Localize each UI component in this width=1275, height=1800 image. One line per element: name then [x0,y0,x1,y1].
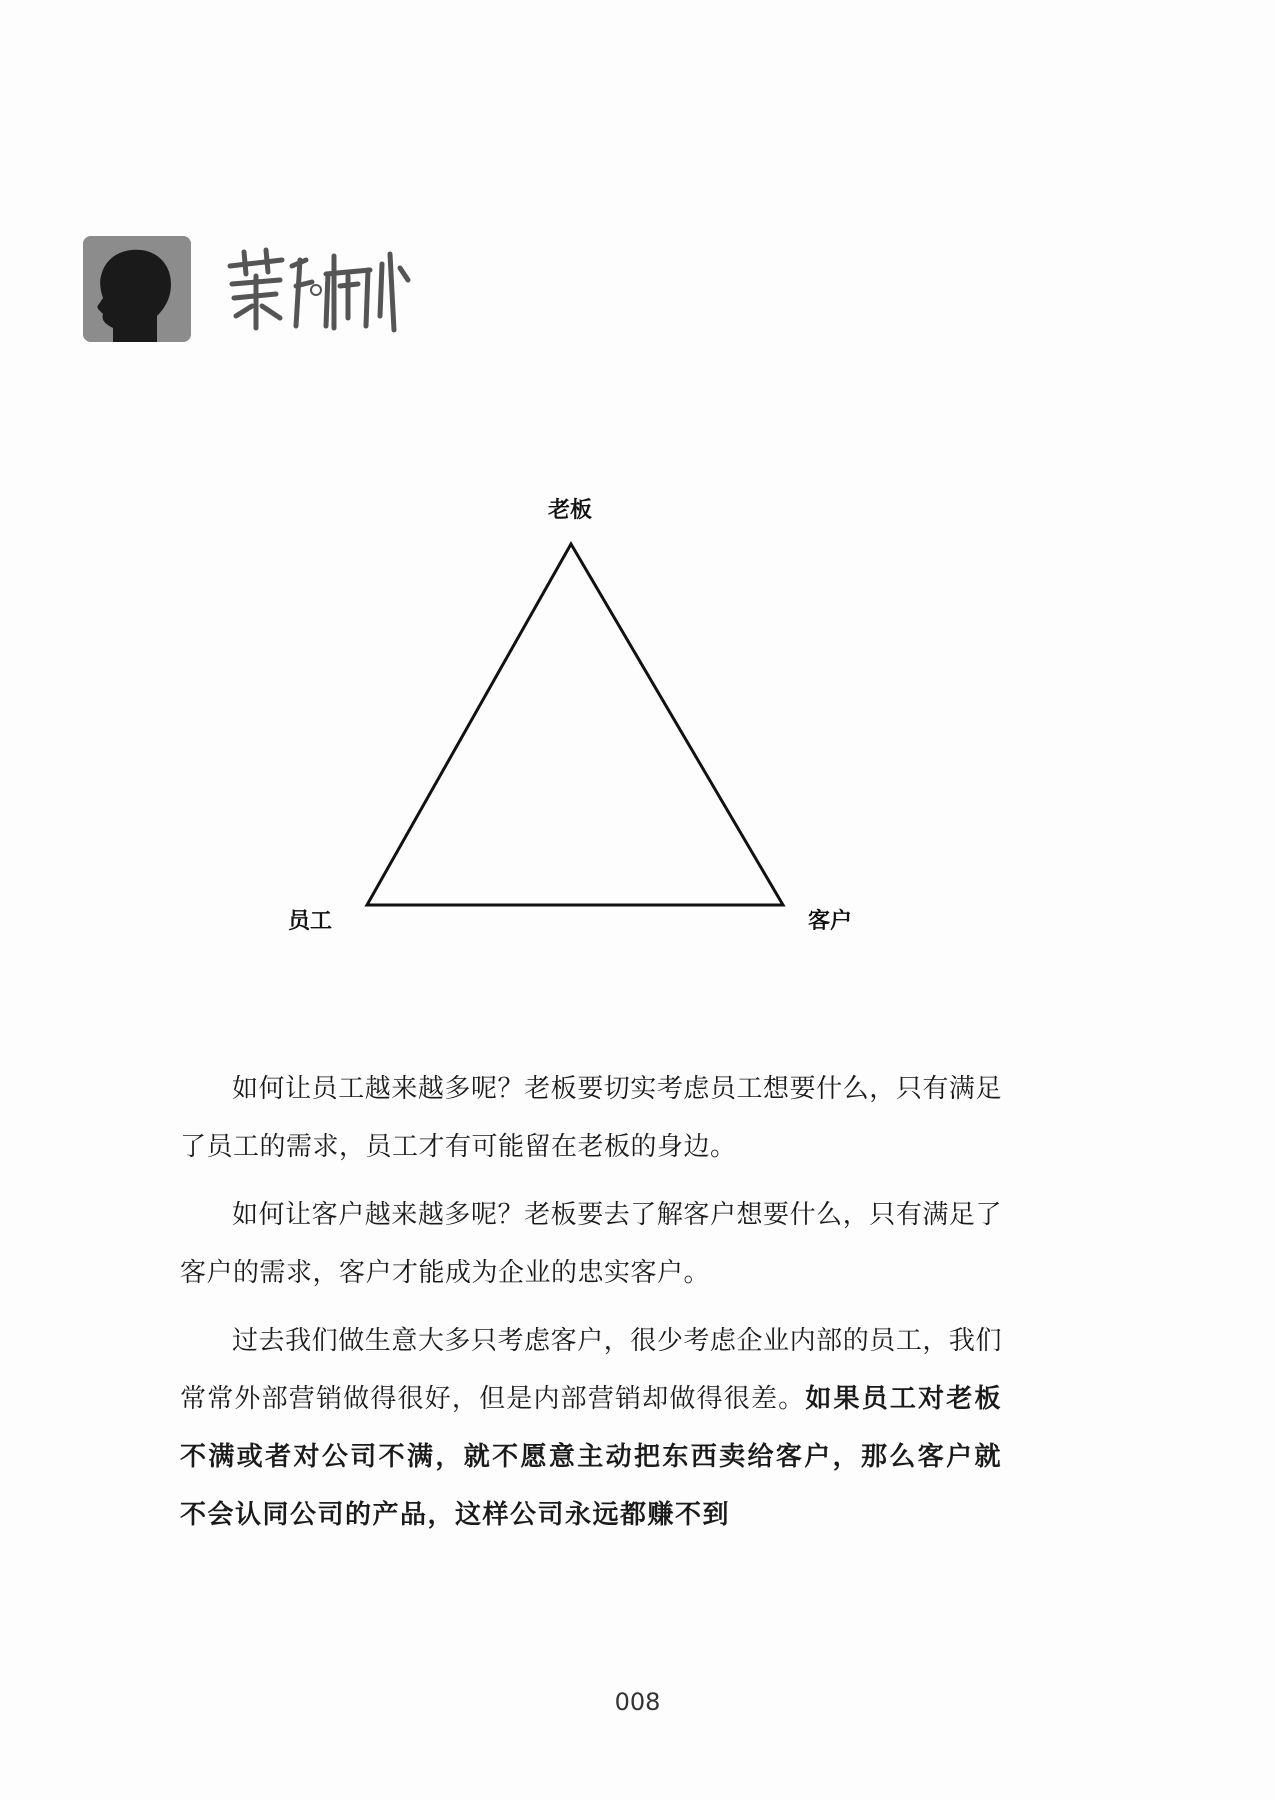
paragraph-3-text: 过去我们做生意大多只考虑客户，很少考虑企业内部的员工，我们常常外部营销做得很好，但是内部营销却做得很差。 [180,1326,1002,1414]
paragraph-2 [180,1186,1002,1302]
diagram-node-customer: 客户 [808,909,853,934]
diagram-node-boss: 老板 [548,498,593,523]
paragraph-3 [180,1312,1002,1544]
page-number: 008 [614,1688,661,1716]
header-logo-title [222,246,412,336]
paragraph-1-text: 如何让员工越来越多呢？老板要切实考虑员工想要什么，只有满足了员工的需求，员工才有可能留在老板的身边。 [180,1074,1002,1162]
paragraph-1 [180,1060,1002,1176]
diagram-node-employee: 员工 [288,909,333,934]
paragraph-3-bold-text: 如果员工对老板不满或者对公司不满，就不愿意主动把东西卖给客户，那么客户就不会认同公司的产品，这样公司永远都赚不到 [180,1384,1002,1530]
triangle-shape [367,544,783,905]
paragraph-2-text: 如何让客户越来越多呢？老板要去了解客户想要什么，只有满足了客户的需求，客户才能成为企业的忠实客户。 [180,1200,1002,1288]
body-text [180,1060,1002,1554]
head-silhouette-icon [83,236,191,342]
triangle-diagram [340,480,880,950]
